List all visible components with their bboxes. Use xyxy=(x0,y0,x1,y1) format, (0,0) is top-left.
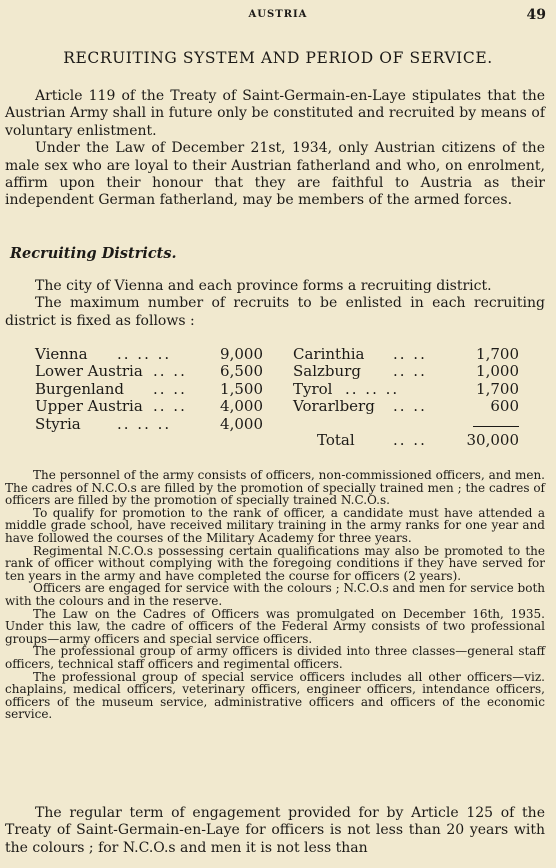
district-value: 6,500 xyxy=(220,362,263,381)
district-row xyxy=(35,381,265,398)
leader-dots: .. .. xyxy=(393,431,427,449)
total-row xyxy=(293,432,523,449)
district-row xyxy=(35,346,265,363)
district-name: Burgenland xyxy=(35,379,124,398)
district-value: 1,500 xyxy=(220,379,263,398)
district-value: 600 xyxy=(490,397,519,416)
leader-dots: .. .. xyxy=(153,362,187,381)
running-head: AUSTRIA xyxy=(248,9,308,20)
district-name: Lower Austria xyxy=(35,362,143,381)
total-value: 30,000 xyxy=(466,431,519,449)
district-name: Salzburg xyxy=(293,362,361,381)
paragraph-special-service: The professional group of special service officers includes all other officers—viz. chaplains, medical officers, veterinary officers, engineer officers, intendance officers, officers of the museum service, administrative officers and officers of the economic service. xyxy=(5,669,545,722)
district-value: 9,000 xyxy=(220,345,263,363)
total-label: Total xyxy=(317,431,355,449)
leader-dots: .. .. xyxy=(153,397,187,416)
leader-dots: .. .. xyxy=(393,362,427,381)
district-value: 4,000 xyxy=(220,414,263,433)
paragraph-maximum-recruits: The maximum number of recruits to be enlisted in each recruiting district is fixed as follows : xyxy=(5,295,545,329)
district-name: Vienna xyxy=(35,345,88,363)
district-name: Upper Austria xyxy=(35,397,143,416)
districts-column-left xyxy=(35,346,265,433)
district-row xyxy=(35,416,265,433)
district-value: 1,700 xyxy=(476,379,519,398)
leader-dots: .. .. xyxy=(393,397,427,416)
paragraph-vienna: The city of Vienna and each province forms a recruiting district. xyxy=(35,278,492,294)
paragraph-article-119: Article 119 of the Treaty of Saint-Germain-en-Laye stipulates that the Austrian Army shall in future only be constituted and recruited by means of voluntary enlistment. xyxy=(5,88,545,139)
paragraph-term-of-engagement: The regular term of engagement provided for by Article 125 of the Treaty of Saint-Germain-en-Laye for officers is not less than 20 years with the colours ; for N.C.O.s and men it is not less than xyxy=(5,805,545,856)
paragraph-engagement: Officers are engaged for service with the colours ; N.C.O.s and men for service both with the colours and in the reserve. xyxy=(5,581,545,608)
district-row xyxy=(35,398,265,415)
district-name: Vorarlberg xyxy=(293,397,375,416)
subheading-recruiting-districts: Recruiting Districts. xyxy=(10,245,177,262)
personnel-text xyxy=(5,469,545,721)
page-header xyxy=(0,9,556,23)
districts-intro xyxy=(5,278,545,330)
district-name: Tyrol xyxy=(293,379,333,398)
district-row xyxy=(293,363,523,380)
intro-text xyxy=(5,88,545,210)
district-row xyxy=(293,398,523,415)
leader-dots: .. .. xyxy=(153,379,187,398)
paragraph-personnel: The personnel of the army consists of officers, non-commissioned officers, and men. The cadres of N.C.O.s are filled by the promotion of specially trained men ; the cadres of officers are filled by the promotion of specially trained N.C.O.s. xyxy=(5,468,545,508)
district-row xyxy=(35,363,265,380)
district-name: Styria xyxy=(35,414,81,433)
leader-dots: .. .. .. xyxy=(117,345,172,363)
district-row xyxy=(293,381,523,398)
paragraph-army-officers: The professional group of army officers is divided into three classes—general staff officers, technical staff officers and regimental officers. xyxy=(5,644,545,671)
district-value: 1,000 xyxy=(476,362,519,381)
paragraph-law-1934: Under the Law of December 21st, 1934, only Austrian citizens of the male sex who are loyal to their Austrian fatherland and who, on enrolment, affirm upon their honour that they are faithful to Austria as their independent German fatherland, may be members of the armed forces. xyxy=(5,140,545,209)
leader-dots: .. .. .. xyxy=(345,379,400,398)
paragraph-officer-qualification: To qualify for promotion to the rank of officer, a candidate must have attended a middle grade school, have received military training in the army ranks for one year and have followed the courses of the Military Academy for three years. xyxy=(5,505,545,545)
paragraph-regimental-nco: Regimental N.C.O.s possessing certain qualifications may also be promoted to the rank of officer without complying with the foregoing conditions if they have served for ten years in the army and have completed the course for officers (2 years). xyxy=(5,543,545,583)
leader-dots: .. .. xyxy=(393,345,427,363)
leader-dots: .. .. .. xyxy=(117,414,172,433)
districts-column-right xyxy=(293,345,523,449)
district-name: Carinthia xyxy=(293,345,365,363)
final-text xyxy=(5,805,545,857)
section-title: RECRUITING SYSTEM AND PERIOD OF SERVICE. xyxy=(63,49,493,67)
paragraph-law-cadres: The Law on the Cadres of Officers was promulgated on December 16th, 1935. Under this law, the cadre of officers of the Federal Army consists of two professional groups—army officers and special service officers. xyxy=(5,606,545,646)
district-row xyxy=(293,346,523,363)
page-number: 49 xyxy=(526,7,546,23)
district-value: 4,000 xyxy=(220,397,263,416)
total-rule xyxy=(473,426,519,427)
district-value: 1,700 xyxy=(476,345,519,363)
